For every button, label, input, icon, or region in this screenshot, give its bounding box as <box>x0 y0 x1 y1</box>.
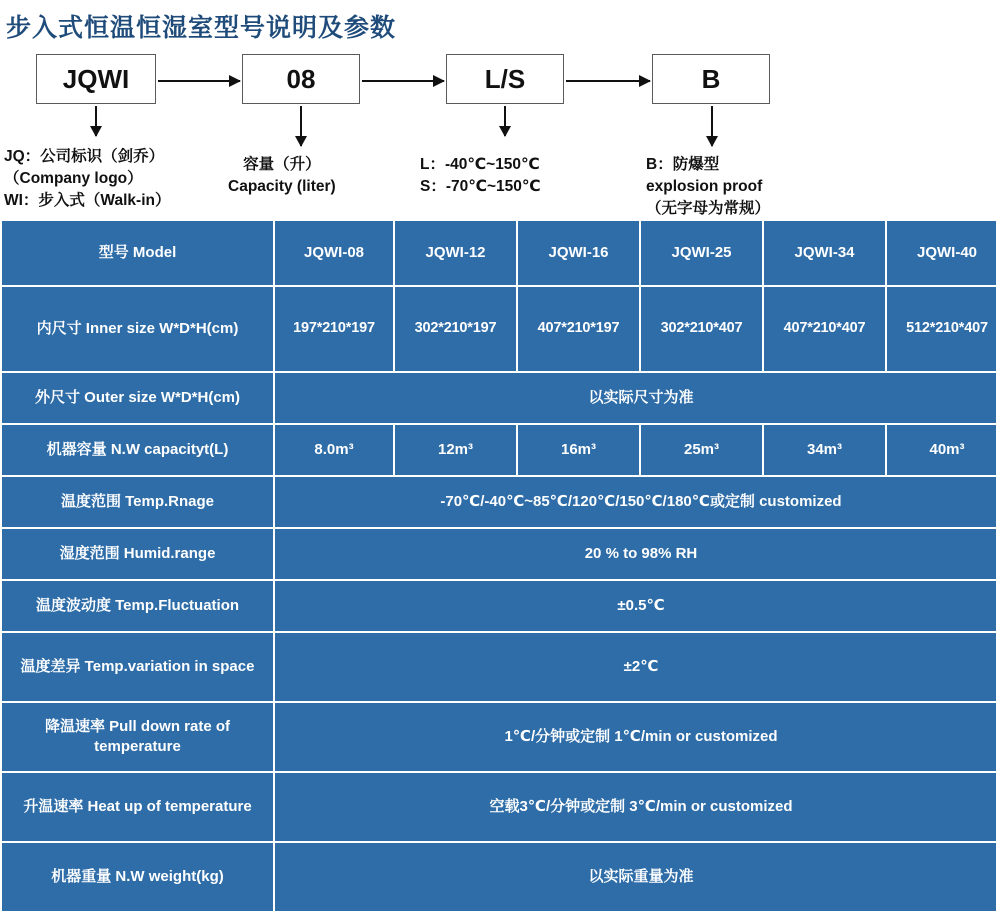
code-box-prefix: JQWI <box>36 54 156 104</box>
cell-temp-fluctuation-merged: ±0.5℃ <box>275 581 996 631</box>
table-header-label: 型号 Model <box>2 221 273 285</box>
drop-line-2-icon <box>300 106 302 146</box>
table-header-model-0: JQWI-08 <box>275 221 393 285</box>
legend-explosion-proof-line3: （无字母为常规） <box>646 200 771 217</box>
table-row <box>2 773 996 841</box>
table-header-model-5: JQWI-40 <box>887 221 996 285</box>
cell-capacity-2: 16m³ <box>518 425 639 475</box>
drop-line-1-icon <box>95 106 97 136</box>
row-label-weight: 机器重量 N.W weight(kg) <box>2 843 273 911</box>
cell-capacity-5: 40m³ <box>887 425 996 475</box>
cell-capacity-1: 12m³ <box>395 425 516 475</box>
row-label-temp-range: 温度范围 Temp.Rnage <box>2 477 273 527</box>
table-row <box>2 477 996 527</box>
table-row <box>2 287 996 371</box>
table-header-model-1: JQWI-12 <box>395 221 516 285</box>
row-label-humid-range: 湿度范围 Humid.range <box>2 529 273 579</box>
arrow-3-icon <box>566 80 650 82</box>
table-row <box>2 703 996 771</box>
legend-temp-range <box>420 154 541 198</box>
cell-inner-size-1: 302*210*197 <box>395 287 516 371</box>
table-header-model-3: JQWI-25 <box>641 221 762 285</box>
legend-capacity <box>228 154 336 198</box>
cell-capacity-0: 8.0m³ <box>275 425 393 475</box>
cell-temp-range-merged: -70℃/-40℃~85℃/120℃/150℃/180℃或定制 customized <box>275 477 996 527</box>
drop-line-4-icon <box>711 106 713 146</box>
legend-temp-range-line1: L：-40℃~150℃ <box>420 156 540 173</box>
table-header-model-4: JQWI-34 <box>764 221 885 285</box>
cell-outer-size-merged: 以实际尺寸为准 <box>275 373 996 423</box>
row-label-inner-size: 内尺寸 Inner size W*D*H(cm) <box>2 287 273 371</box>
arrow-2-icon <box>362 80 444 82</box>
legend-explosion-proof-line1: B：防爆型 <box>646 156 720 173</box>
cell-inner-size-4: 407*210*407 <box>764 287 885 371</box>
specification-table <box>0 219 996 913</box>
legend-prefix <box>4 146 170 212</box>
cell-weight-merged: 以实际重量为准 <box>275 843 996 911</box>
legend-explosion-proof <box>646 154 770 220</box>
table-row <box>2 373 996 423</box>
cell-inner-size-0: 197*210*197 <box>275 287 393 371</box>
arrow-1-icon <box>158 80 240 82</box>
legend-capacity-line1: 容量（升） <box>243 156 321 173</box>
row-label-temp-fluctuation: 温度波动度 Temp.Fluctuation <box>2 581 273 631</box>
legend-explosion-proof-line2: explosion proof <box>646 178 763 195</box>
table-row <box>2 529 996 579</box>
code-box-capacity: 08 <box>242 54 360 104</box>
row-label-capacity: 机器容量 N.W capacityt(L) <box>2 425 273 475</box>
legend-prefix-line2: （Company logo） <box>4 170 143 187</box>
row-label-heat-up-rate: 升温速率 Heat up of temperature <box>2 773 273 841</box>
row-label-temp-variation: 温度差异 Temp.variation in space <box>2 633 273 701</box>
cell-temp-variation-merged: ±2℃ <box>275 633 996 701</box>
table-row <box>2 581 996 631</box>
table-row <box>2 843 996 911</box>
row-label-pull-down-rate: 降温速率 Pull down rate of temperature <box>2 703 273 771</box>
code-box-temp-range: L/S <box>446 54 564 104</box>
code-box-explosion-proof: B <box>652 54 770 104</box>
cell-inner-size-2: 407*210*197 <box>518 287 639 371</box>
table-row <box>2 425 996 475</box>
cell-capacity-4: 34m³ <box>764 425 885 475</box>
legend-prefix-line1: JQ：公司标识（剑乔） <box>4 148 165 165</box>
cell-inner-size-3: 302*210*407 <box>641 287 762 371</box>
table-row <box>2 633 996 701</box>
row-label-outer-size: 外尺寸 Outer size W*D*H(cm) <box>2 373 273 423</box>
legend-temp-range-line2: S：-70℃~150℃ <box>420 178 541 195</box>
cell-heat-up-rate-merged: 空载3℃/分钟或定制 3℃/min or customized <box>275 773 996 841</box>
page-title: 步入式恒温恒湿室型号说明及参数 <box>6 14 397 42</box>
legend-capacity-line2: Capacity (liter) <box>228 178 336 195</box>
cell-inner-size-5: 512*210*407 <box>887 287 996 371</box>
cell-capacity-3: 25m³ <box>641 425 762 475</box>
table-row-header <box>2 221 996 285</box>
model-code-diagram <box>0 48 996 217</box>
drop-line-3-icon <box>504 106 506 136</box>
table-header-model-2: JQWI-16 <box>518 221 639 285</box>
cell-pull-down-rate-merged: 1℃/分钟或定制 1℃/min or customized <box>275 703 996 771</box>
cell-humid-range-merged: 20 % to 98% RH <box>275 529 996 579</box>
legend-prefix-line3: WI：步入式（Walk-in） <box>4 192 171 209</box>
